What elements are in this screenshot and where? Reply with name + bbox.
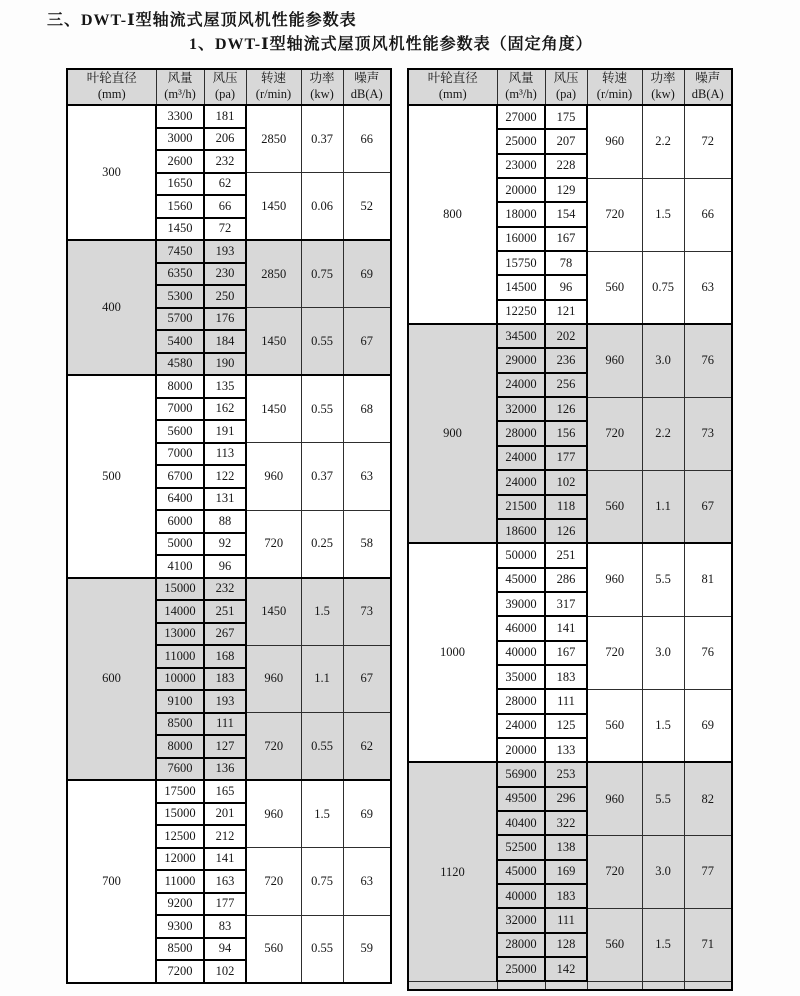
noise-cell: 52: [343, 173, 391, 241]
flow-cell: 14500: [497, 275, 545, 299]
noise-cell: 66: [343, 105, 391, 173]
power-cell: 1.1: [642, 470, 684, 543]
pressure-cell: 129: [545, 178, 587, 202]
pressure-cell: 175: [545, 105, 587, 129]
flow-cell: 3000: [156, 128, 204, 151]
diameter-cell: 900: [408, 324, 497, 543]
column-header-unit: dB(A): [691, 87, 724, 101]
empty-cell: [642, 981, 684, 990]
empty-cell: [545, 981, 587, 990]
flow-cell: 18000: [497, 202, 545, 226]
column-header: [684, 69, 732, 105]
speed-cell: 560: [246, 915, 301, 983]
noise-cell: 63: [684, 251, 732, 324]
pressure-cell: 118: [545, 495, 587, 519]
pressure-cell: 163: [204, 870, 246, 893]
pressure-cell: 184: [204, 330, 246, 353]
diameter-cell: 1120: [408, 762, 497, 981]
table-row: [67, 240, 391, 263]
pressure-cell: 126: [545, 397, 587, 421]
column-header-title: 转速: [260, 71, 286, 86]
power-cell: 0.37: [301, 443, 343, 511]
table-row: [67, 780, 391, 803]
noise-cell: 63: [343, 443, 391, 511]
pressure-cell: 317: [545, 592, 587, 616]
speed-cell: 720: [246, 848, 301, 916]
noise-cell: 67: [684, 470, 732, 543]
column-header-unit: (kw): [651, 87, 675, 101]
speed-cell: 720: [587, 178, 642, 251]
pressure-cell: 96: [204, 555, 246, 578]
flow-cell: 1560: [156, 195, 204, 218]
power-cell: 0.25: [301, 510, 343, 578]
pressure-cell: 201: [204, 803, 246, 826]
table-row: [408, 543, 732, 567]
pressure-cell: 133: [545, 738, 587, 762]
flow-cell: 32000: [497, 908, 545, 932]
power-cell: 5.5: [642, 762, 684, 835]
flow-cell: 34500: [497, 324, 545, 348]
pressure-cell: 251: [545, 543, 587, 567]
pressure-cell: 167: [545, 227, 587, 251]
table-row: [67, 105, 391, 128]
flow-cell: 24000: [497, 714, 545, 738]
pressure-cell: 168: [204, 645, 246, 668]
pressure-cell: 111: [204, 713, 246, 736]
speed-cell: 1450: [246, 173, 301, 241]
column-header-unit: (m³/h): [164, 87, 196, 101]
column-header-title: 叶轮直径: [86, 71, 137, 86]
pressure-cell: 102: [545, 470, 587, 494]
pressure-cell: 156: [545, 421, 587, 445]
noise-cell: 69: [343, 780, 391, 848]
pressure-cell: 267: [204, 623, 246, 646]
empty-cell: [587, 981, 642, 990]
diameter-cell: 300: [67, 105, 156, 240]
noise-cell: 76: [684, 324, 732, 397]
power-cell: 2.2: [642, 397, 684, 470]
speed-cell: 960: [246, 780, 301, 848]
diameter-cell: 400: [67, 240, 156, 375]
pressure-cell: 72: [204, 218, 246, 241]
flow-cell: 9100: [156, 690, 204, 713]
noise-cell: 76: [684, 616, 732, 689]
pressure-cell: 177: [545, 446, 587, 470]
flow-cell: 7600: [156, 758, 204, 781]
flow-cell: 13000: [156, 623, 204, 646]
noise-cell: 73: [343, 578, 391, 646]
pressure-cell: 138: [545, 835, 587, 859]
pressure-cell: 193: [204, 690, 246, 713]
column-header-title: 风压: [212, 71, 238, 86]
pressure-cell: 253: [545, 762, 587, 786]
flow-cell: 7000: [156, 443, 204, 466]
flow-cell: 50000: [497, 543, 545, 567]
flow-cell: 6700: [156, 465, 204, 488]
pressure-cell: 176: [204, 308, 246, 331]
flow-cell: 23000: [497, 154, 545, 178]
pressure-cell: 128: [545, 933, 587, 957]
noise-cell: 66: [684, 178, 732, 251]
pressure-cell: 162: [204, 398, 246, 421]
table-row: [408, 105, 732, 129]
flow-cell: 5300: [156, 285, 204, 308]
speed-cell: 720: [246, 713, 301, 781]
pressure-cell: 121: [545, 300, 587, 324]
flow-cell: 8000: [156, 375, 204, 398]
speed-cell: 960: [246, 443, 301, 511]
flow-cell: 21500: [497, 495, 545, 519]
column-header: [343, 69, 391, 105]
pressure-cell: 183: [545, 665, 587, 689]
noise-cell: 59: [343, 915, 391, 983]
flow-cell: 28000: [497, 421, 545, 445]
flow-cell: 17500: [156, 780, 204, 803]
flow-cell: 8500: [156, 713, 204, 736]
flow-cell: 28000: [497, 933, 545, 957]
pressure-cell: 125: [545, 714, 587, 738]
column-header-unit: (kw): [310, 87, 334, 101]
power-cell: 1.5: [642, 908, 684, 981]
flow-cell: 7000: [156, 398, 204, 421]
pressure-cell: 191: [204, 420, 246, 443]
flow-cell: 7200: [156, 960, 204, 983]
power-cell: 3.0: [642, 616, 684, 689]
table-row: [67, 578, 391, 601]
pressure-cell: 251: [204, 600, 246, 623]
pressure-cell: 322: [545, 811, 587, 835]
column-header: [497, 69, 545, 105]
pressure-cell: 183: [545, 884, 587, 908]
power-cell: 1.5: [642, 689, 684, 762]
flow-cell: 25000: [497, 129, 545, 153]
flow-cell: 35000: [497, 665, 545, 689]
pressure-cell: 256: [545, 373, 587, 397]
noise-cell: 69: [343, 240, 391, 308]
pressure-cell: 111: [545, 689, 587, 713]
pressure-cell: 141: [545, 616, 587, 640]
pressure-cell: 206: [204, 128, 246, 151]
flow-cell: 24000: [497, 373, 545, 397]
power-cell: 0.55: [301, 915, 343, 983]
table-row: [408, 762, 732, 786]
column-header-unit: (pa): [214, 87, 236, 101]
pressure-cell: 177: [204, 893, 246, 916]
flow-cell: 25000: [497, 957, 545, 981]
speed-cell: 1450: [246, 375, 301, 443]
power-cell: 0.75: [642, 251, 684, 324]
noise-cell: 77: [684, 835, 732, 908]
pressure-cell: 181: [204, 105, 246, 128]
column-header-unit: dB(A): [350, 87, 383, 101]
column-header: [67, 69, 156, 105]
column-header-unit: (r/min): [596, 87, 633, 101]
column-header: [642, 69, 684, 105]
speed-cell: 560: [587, 251, 642, 324]
pressure-cell: 232: [204, 150, 246, 173]
pressure-cell: 286: [545, 568, 587, 592]
column-header-title: 噪声: [354, 71, 380, 86]
power-cell: 1.1: [301, 645, 343, 713]
flow-cell: 52500: [497, 835, 545, 859]
flow-cell: 15000: [156, 578, 204, 601]
flow-cell: 27000: [497, 105, 545, 129]
noise-cell: 67: [343, 645, 391, 713]
flow-cell: 12000: [156, 848, 204, 871]
noise-cell: 82: [684, 762, 732, 835]
column-header-title: 风量: [167, 71, 193, 86]
pressure-cell: 113: [204, 443, 246, 466]
speed-cell: 720: [587, 397, 642, 470]
flow-cell: 6000: [156, 510, 204, 533]
speed-cell: 960: [587, 324, 642, 397]
pressure-cell: 169: [545, 860, 587, 884]
flow-cell: 56900: [497, 762, 545, 786]
flow-cell: 5000: [156, 533, 204, 556]
flow-cell: 12500: [156, 825, 204, 848]
flow-cell: 39000: [497, 592, 545, 616]
flow-cell: 8000: [156, 735, 204, 758]
pressure-cell: 135: [204, 375, 246, 398]
pressure-cell: 212: [204, 825, 246, 848]
empty-cell: [684, 981, 732, 990]
flow-cell: 10000: [156, 668, 204, 691]
noise-cell: 73: [684, 397, 732, 470]
noise-cell: 67: [343, 308, 391, 376]
speed-cell: 2850: [246, 240, 301, 308]
flow-cell: 20000: [497, 178, 545, 202]
power-cell: 1.5: [642, 178, 684, 251]
speed-cell: 960: [246, 645, 301, 713]
pressure-cell: 131: [204, 488, 246, 511]
flow-cell: 28000: [497, 689, 545, 713]
diameter-cell: 1000: [408, 543, 497, 762]
power-cell: 0.75: [301, 240, 343, 308]
pressure-cell: 236: [545, 348, 587, 372]
flow-cell: 7450: [156, 240, 204, 263]
pressure-cell: 165: [204, 780, 246, 803]
speed-cell: 720: [587, 616, 642, 689]
column-header-title: 功率: [309, 71, 335, 86]
flow-cell: 15750: [497, 251, 545, 275]
pressure-cell: 183: [204, 668, 246, 691]
speed-cell: 560: [587, 470, 642, 543]
flow-cell: 29000: [497, 348, 545, 372]
pressure-cell: 193: [204, 240, 246, 263]
column-header: [408, 69, 497, 105]
column-header-title: 风量: [508, 71, 534, 86]
pressure-cell: 78: [545, 251, 587, 275]
flow-cell: 14000: [156, 600, 204, 623]
flow-cell: 11000: [156, 645, 204, 668]
column-header-title: 叶轮直径: [427, 71, 478, 86]
diameter-cell: 600: [67, 578, 156, 781]
pressure-cell: 250: [204, 285, 246, 308]
column-header: [545, 69, 587, 105]
header-row: [67, 69, 391, 105]
pressure-cell: 232: [204, 578, 246, 601]
pressure-cell: 122: [204, 465, 246, 488]
flow-cell: 3300: [156, 105, 204, 128]
flow-cell: 6400: [156, 488, 204, 511]
partial-cutoff-row: [408, 981, 732, 990]
pressure-cell: 207: [545, 129, 587, 153]
noise-cell: 72: [684, 105, 732, 178]
power-cell: 0.37: [301, 105, 343, 173]
flow-cell: 45000: [497, 568, 545, 592]
flow-cell: 1650: [156, 173, 204, 196]
pressure-cell: 111: [545, 908, 587, 932]
flow-cell: 40000: [497, 641, 545, 665]
noise-cell: 63: [343, 848, 391, 916]
flow-cell: 9200: [156, 893, 204, 916]
diameter-cell: 800: [408, 105, 497, 324]
empty-cell: [408, 981, 497, 990]
diameter-cell: 500: [67, 375, 156, 578]
column-header-unit: (pa): [555, 87, 577, 101]
power-cell: 5.5: [642, 543, 684, 616]
flow-cell: 11000: [156, 870, 204, 893]
flow-cell: 8500: [156, 938, 204, 961]
column-header-title: 风压: [553, 71, 579, 86]
speed-cell: 960: [587, 105, 642, 178]
column-header-unit: (m³/h): [505, 87, 537, 101]
power-cell: 1.5: [301, 578, 343, 646]
flow-cell: 40400: [497, 811, 545, 835]
speed-cell: 1450: [246, 578, 301, 646]
flow-cell: 9300: [156, 915, 204, 938]
power-cell: 3.0: [642, 835, 684, 908]
page-title: 三、DWT-Ⅰ型轴流式屋顶风机性能参数表: [47, 12, 357, 29]
speed-cell: 960: [587, 543, 642, 616]
noise-cell: 69: [684, 689, 732, 762]
flow-cell: 40000: [497, 884, 545, 908]
fan-table-right: [407, 68, 733, 991]
pressure-cell: 154: [545, 202, 587, 226]
speed-cell: 560: [587, 908, 642, 981]
noise-cell: 71: [684, 908, 732, 981]
page-subtitle: 1、DWT-Ⅰ型轴流式屋顶风机性能参数表（固定角度）: [189, 36, 593, 53]
power-cell: 1.5: [301, 780, 343, 848]
pressure-cell: 83: [204, 915, 246, 938]
pressure-cell: 62: [204, 173, 246, 196]
noise-cell: 81: [684, 543, 732, 616]
speed-cell: 1450: [246, 308, 301, 376]
pressure-cell: 190: [204, 353, 246, 376]
pressure-cell: 228: [545, 154, 587, 178]
power-cell: 0.55: [301, 375, 343, 443]
flow-cell: 4100: [156, 555, 204, 578]
flow-cell: 4580: [156, 353, 204, 376]
pressure-cell: 88: [204, 510, 246, 533]
flow-cell: 5700: [156, 308, 204, 331]
flow-cell: 6350: [156, 263, 204, 286]
pressure-cell: 102: [204, 960, 246, 983]
flow-cell: 5400: [156, 330, 204, 353]
column-header: [204, 69, 246, 105]
power-cell: 0.75: [301, 848, 343, 916]
flow-cell: 5600: [156, 420, 204, 443]
flow-cell: 12250: [497, 300, 545, 324]
flow-cell: 24000: [497, 446, 545, 470]
power-cell: 0.06: [301, 173, 343, 241]
flow-cell: 45000: [497, 860, 545, 884]
speed-cell: 2850: [246, 105, 301, 173]
pressure-cell: 202: [545, 324, 587, 348]
header-row: [408, 69, 732, 105]
power-cell: 0.55: [301, 308, 343, 376]
table-row: [408, 324, 732, 348]
power-cell: 0.55: [301, 713, 343, 781]
pressure-cell: 167: [545, 641, 587, 665]
column-header-title: 转速: [601, 71, 627, 86]
column-header: [587, 69, 642, 105]
column-header-unit: (mm): [97, 87, 126, 101]
noise-cell: 68: [343, 375, 391, 443]
pressure-cell: 136: [204, 758, 246, 781]
tables-container: [66, 68, 733, 991]
pressure-cell: 127: [204, 735, 246, 758]
flow-cell: 2600: [156, 150, 204, 173]
speed-cell: 960: [587, 762, 642, 835]
flow-cell: 32000: [497, 397, 545, 421]
flow-cell: 15000: [156, 803, 204, 826]
pressure-cell: 142: [545, 957, 587, 981]
column-header-unit: (mm): [438, 87, 467, 101]
column-header: [301, 69, 343, 105]
noise-cell: 58: [343, 510, 391, 578]
power-cell: 2.2: [642, 105, 684, 178]
flow-cell: 20000: [497, 738, 545, 762]
diameter-cell: 700: [67, 780, 156, 983]
flow-cell: 18600: [497, 519, 545, 543]
power-cell: 3.0: [642, 324, 684, 397]
pressure-cell: 94: [204, 938, 246, 961]
speed-cell: 720: [587, 835, 642, 908]
column-header: [246, 69, 301, 105]
pressure-cell: 230: [204, 263, 246, 286]
noise-cell: 62: [343, 713, 391, 781]
pressure-cell: 126: [545, 519, 587, 543]
pressure-cell: 92: [204, 533, 246, 556]
flow-cell: 24000: [497, 470, 545, 494]
column-header-title: 噪声: [695, 71, 721, 86]
flow-cell: 49500: [497, 787, 545, 811]
pressure-cell: 296: [545, 787, 587, 811]
column-header-unit: (r/min): [255, 87, 292, 101]
flow-cell: 16000: [497, 227, 545, 251]
pressure-cell: 96: [545, 275, 587, 299]
flow-cell: 46000: [497, 616, 545, 640]
table-row: [67, 375, 391, 398]
flow-cell: 1450: [156, 218, 204, 241]
column-header-title: 功率: [650, 71, 676, 86]
empty-cell: [497, 981, 545, 990]
pressure-cell: 141: [204, 848, 246, 871]
speed-cell: 560: [587, 689, 642, 762]
fan-table-left: [66, 68, 392, 984]
pressure-cell: 66: [204, 195, 246, 218]
column-header: [156, 69, 204, 105]
speed-cell: 720: [246, 510, 301, 578]
